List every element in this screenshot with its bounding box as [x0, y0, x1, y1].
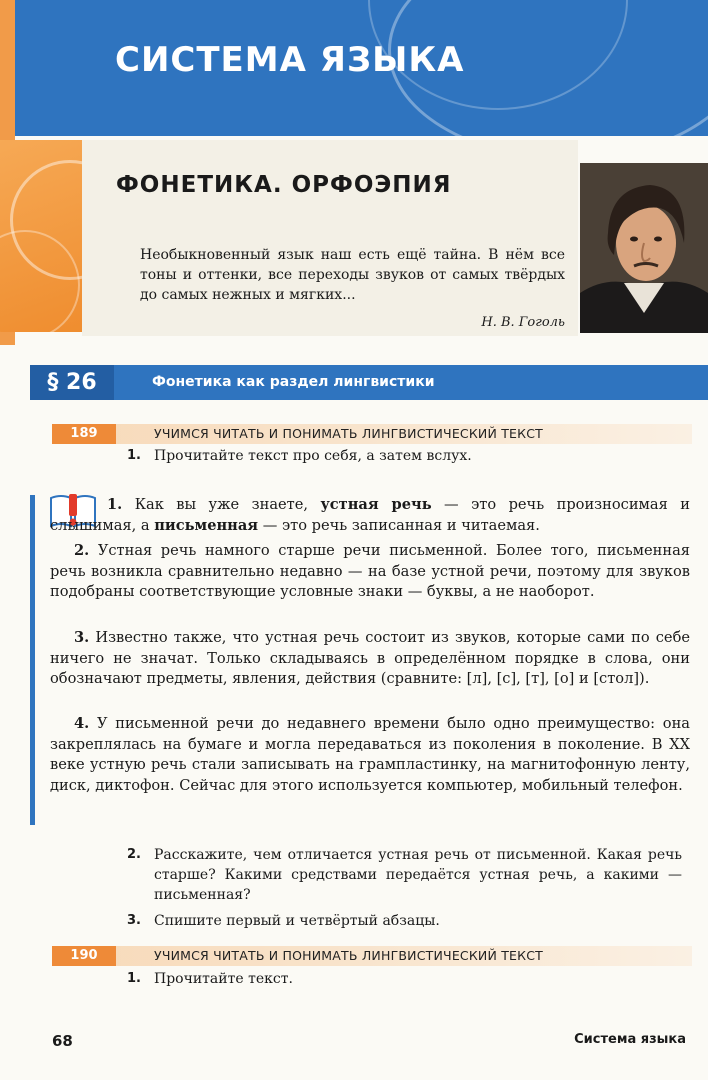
text-paragraph-2: 2. Устная речь намного старше речи письменной. Более того, письменная речь возникла сравнительно недавно — на базе устной речи, поэтому для звуков подобраны соответствующие условные знаки — буквы, а не наоборот.	[50, 542, 690, 601]
paragraph-header	[30, 365, 708, 400]
task-text: Прочитайте текст про себя, а затем вслух.	[154, 448, 472, 464]
task-item	[127, 845, 682, 905]
exercise-190-header	[52, 946, 692, 966]
text-paragraph-4: 4. У письменной речи до недавнего времени было одно преимущество: она закреплялась на бумаге и могла передаваться из поколения в поколение. В XX веке устную речь стали записывать на грампластинку, на магнитофонную ленту, диск, диктофон. Сейчас для этого используется компьютер, мобильный телефон.	[50, 715, 690, 794]
task-text: Расскажите, чем отличается устная речь от письменной. Какая речь старше? Какими средствами передаётся устная речь, а какими — письменная?	[154, 847, 682, 903]
paragraph-number: § 26	[30, 365, 114, 400]
task-item	[127, 911, 682, 931]
paragraph-index: 4.	[74, 715, 90, 732]
task-text: Спишите первый и четвёртый абзацы.	[154, 913, 440, 929]
exercise-number: 190	[52, 946, 116, 966]
paragraph-index: 2.	[74, 542, 90, 559]
gogol-portrait	[580, 163, 708, 333]
term-written-speech: письменная	[154, 516, 259, 534]
orange-decoration	[0, 140, 82, 332]
epigraph-background	[82, 140, 578, 336]
exercise-number: 189	[52, 424, 116, 444]
exercise-189-header	[52, 424, 692, 444]
exercise-heading: УЧИМСЯ ЧИТАТЬ И ПОНИМАТЬ ЛИНГВИСТИЧЕСКИЙ ТЕКСТ	[154, 426, 543, 441]
epigraph-author: Н. В. Гоголь	[481, 315, 565, 330]
text-paragraph-1: 1. Как вы уже знаете, устная речь — это речь произносимая и слышимая, а письменная — это речь записанная и читаемая.	[50, 496, 690, 534]
exercise-heading: УЧИМСЯ ЧИТАТЬ И ПОНИМАТЬ ЛИНГВИСТИЧЕСКИЙ ТЕКСТ	[154, 948, 543, 963]
task-text: Прочитайте текст.	[154, 971, 293, 987]
task-number: 2.	[127, 847, 141, 862]
chapter-title: ФОНЕТИКА. ОРФОЭПИЯ	[116, 172, 452, 198]
task-number: 3.	[127, 913, 141, 928]
task-number: 1.	[127, 448, 141, 463]
paragraph-title: Фонетика как раздел лингвистики	[152, 374, 435, 390]
page-number: 68	[52, 1032, 73, 1050]
epigraph-quote: Необыкновенный язык наш есть ещё тайна. В нём все тоны и оттенки, все переходы звуков от самых твёрдых до самых нежных и мягких...	[140, 247, 565, 303]
term-oral-speech: устная речь	[320, 496, 432, 513]
text-paragraph-3: 3. Известно также, что устная речь состоит из звуков, которые сами по себе ничего не значат. Только складываясь в определённом порядке в слова, они обозначают предметы, явления, действия (сравните: [л], [с], [т], [о] и [стол]).	[50, 629, 690, 688]
header-band	[15, 0, 708, 136]
paragraph-index: 3.	[74, 629, 90, 646]
paragraph-index: 1.	[107, 496, 123, 513]
text-margin-bar	[30, 495, 35, 825]
section-header-title: СИСТЕМА ЯЗЫКА	[115, 40, 465, 80]
running-footer-title: Система языка	[574, 1032, 686, 1047]
task-number: 1.	[127, 971, 141, 986]
exercise-189-tasks	[127, 845, 682, 937]
